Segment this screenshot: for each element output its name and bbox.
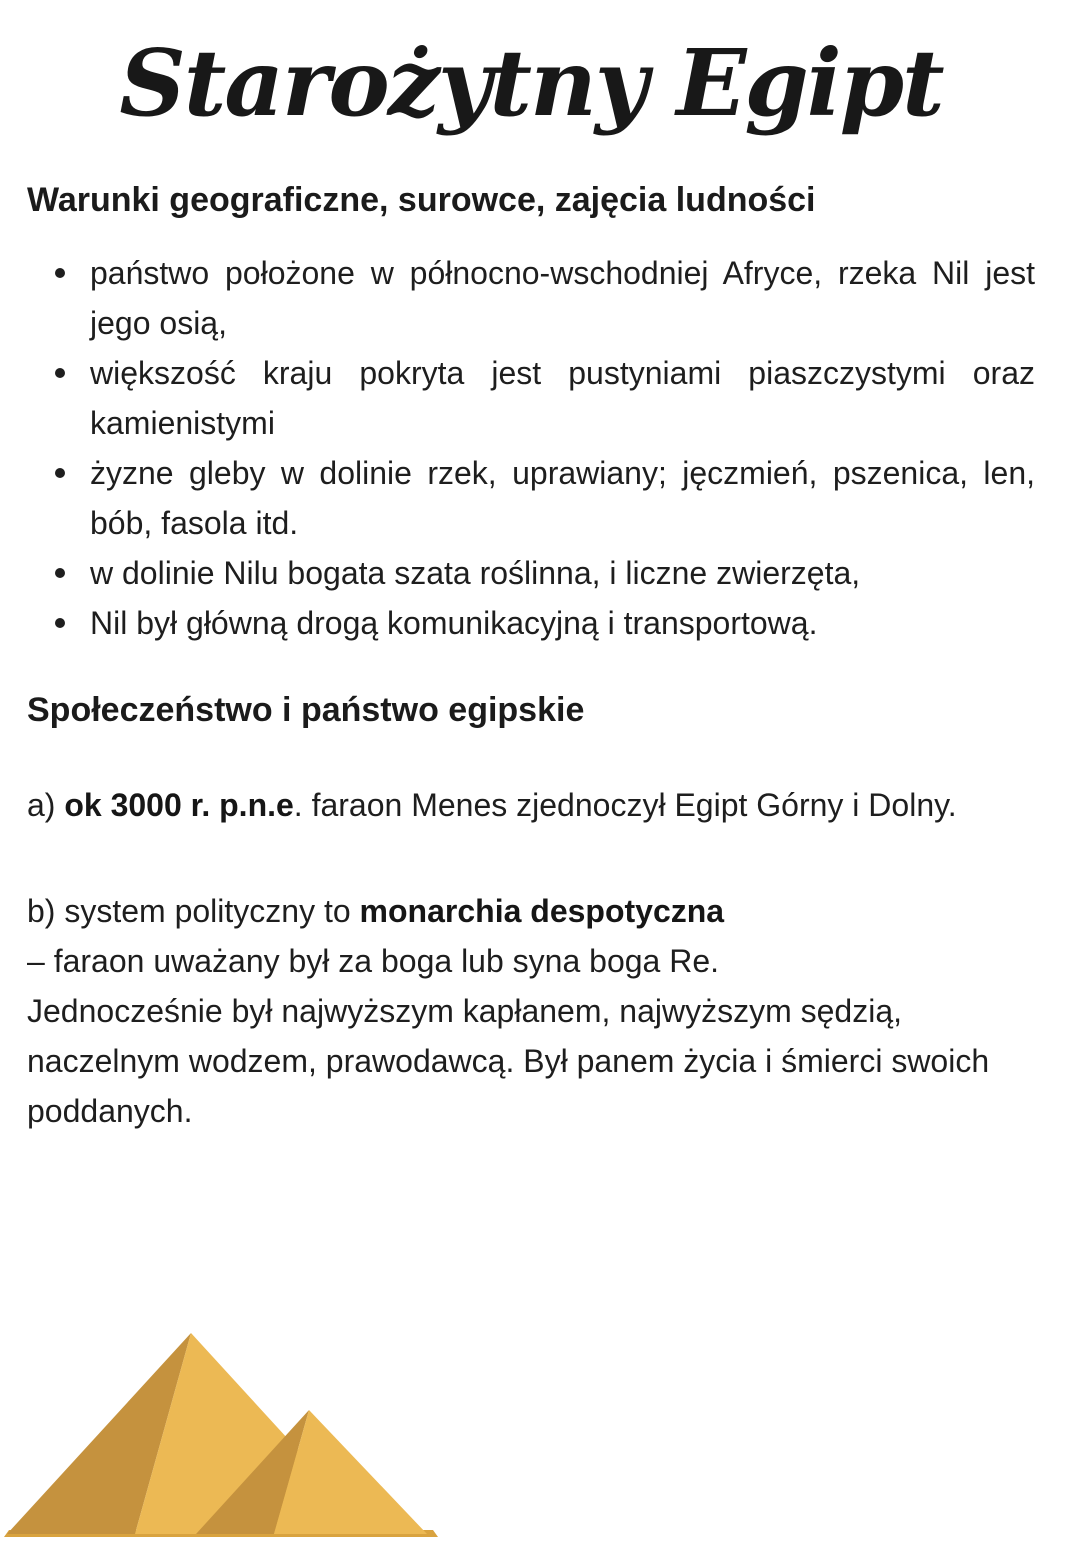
list-item: większość kraju pokryta jest pustyniami piaszczystymi oraz kamienistymi (27, 348, 1035, 448)
document-page (0, 8, 1080, 1537)
section-heading-society: Społeczeństwo i państwo egipskie (27, 691, 585, 729)
paragraph-b-line1-prefix: b) system polityczny to (27, 893, 360, 929)
paragraph-a-bold-date: ok 3000 r. p.n.e (64, 787, 294, 823)
geography-bullet-list (27, 248, 1035, 648)
section-heading-geography: Warunki geograficzne, surowce, zajęcia ludności (27, 181, 816, 219)
paragraph-a-rest: . faraon Menes zjednoczył Egipt Górny i Dolny. (293, 787, 957, 823)
page-title: Starożytny Egipt (119, 29, 943, 137)
paragraph-a-prefix: a) (27, 787, 65, 823)
list-item: żyzne gleby w dolinie rzek, uprawiany; jęczmień, pszenica, len, bób, fasola itd. (27, 448, 1035, 548)
paragraph-b-line3: Jednocześnie był najwyższym kapłanem, najwyższym sędzią, naczelnym wodzem, prawodawcą. Był panem życia i śmierci swoich poddanych. (27, 993, 990, 1129)
list-item: w dolinie Nilu bogata szata roślinna, i liczne zwierzęta, (27, 548, 1035, 598)
paragraph-b (27, 886, 1035, 1136)
paragraph-b-bold-term: monarchia despotyczna (359, 893, 725, 929)
paragraph-b-line2: – faraon uważany był za boga lub syna boga Re. (27, 943, 720, 979)
list-item: Nil był główną drogą komunikacyjną i transportową. (27, 598, 1035, 648)
pyramids-illustration (0, 1287, 460, 1537)
list-item: państwo położone w północno-wschodniej Afryce, rzeka Nil jest jego osią, (27, 248, 1035, 348)
pyramids-icon (0, 1287, 460, 1537)
paragraph-a (27, 780, 1035, 830)
